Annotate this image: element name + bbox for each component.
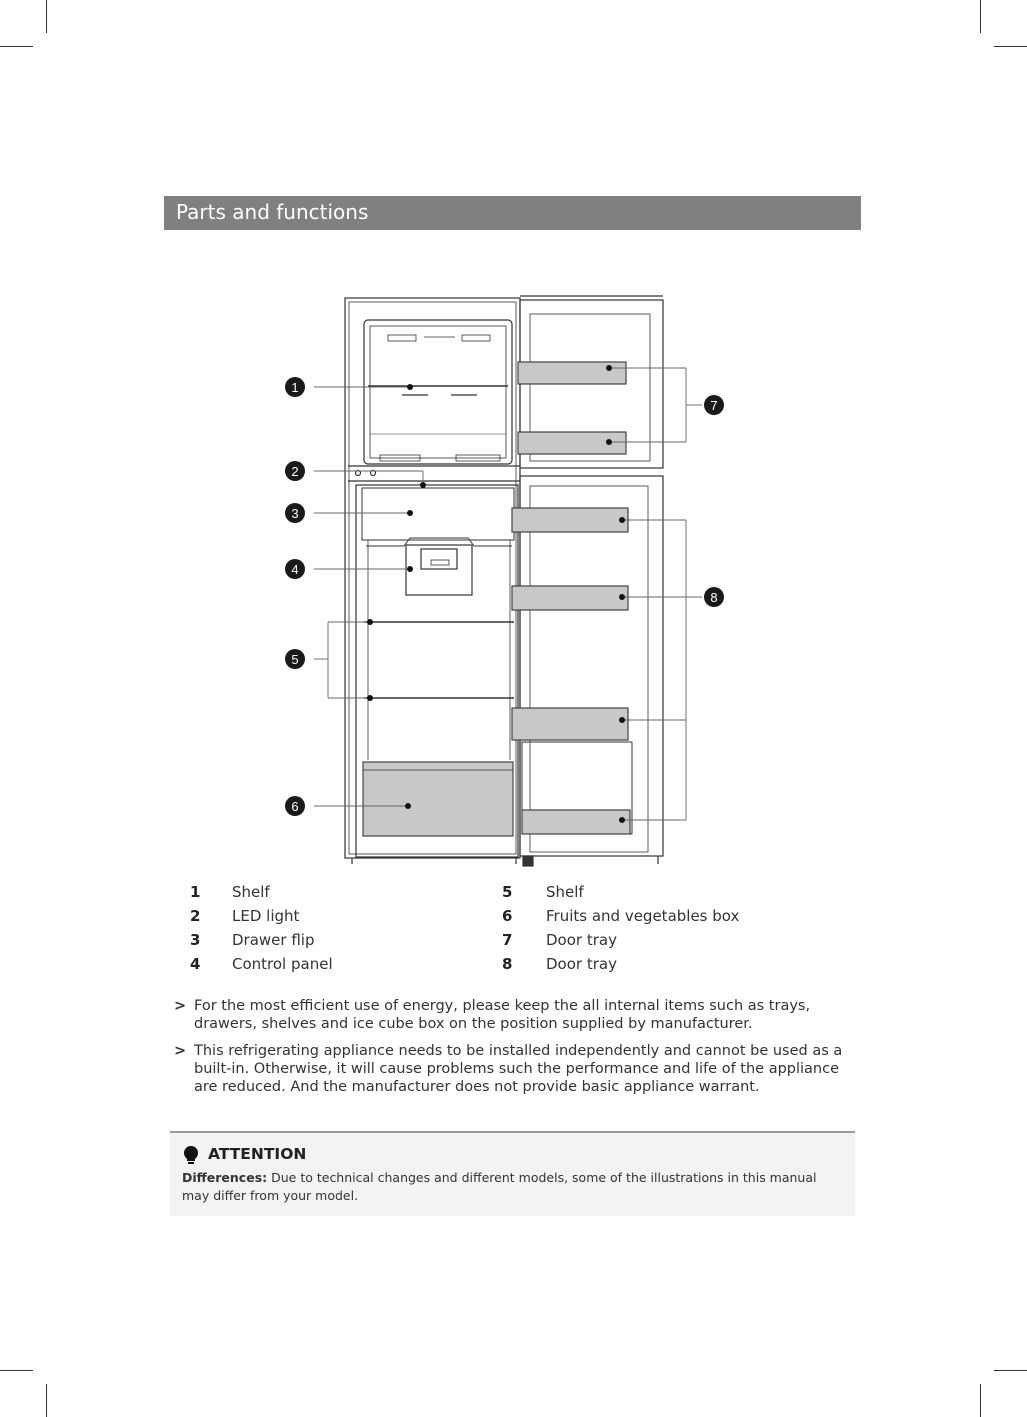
note-marker: > (174, 998, 187, 1014)
note-text: This refrigerating appliance needs to be installed independently and cannot be used as a built-in. Otherwise, it will cause problems such the performance and life of the appliance are reduced. And the manufacturer does not provide basic appliance warrant. (194, 1043, 843, 1095)
callout-4 (285, 559, 305, 579)
control-panel (406, 545, 472, 595)
legend-label: Shelf (546, 883, 584, 901)
callout-2 (285, 461, 305, 481)
callout-number: 8 (710, 590, 718, 605)
legend-number: 5 (502, 883, 513, 901)
door-tray (512, 508, 628, 532)
callout-7 (704, 395, 724, 415)
callout-6 (285, 796, 305, 816)
section-title: Parts and functions (176, 200, 369, 224)
attention-text: Due to technical changes and different models, some of the illustrations in this manual may differ from your model. (182, 1170, 817, 1203)
attention-label: Differences: (182, 1170, 268, 1185)
lightbulb-icon (183, 1146, 199, 1166)
note-text: For the most efficient use of energy, please keep the all internal items such as trays, drawers, shelves and ice cube box on the position supplied by manufacturer. (194, 998, 811, 1032)
legend-label: LED light (232, 907, 300, 925)
callout-8 (704, 587, 724, 607)
legend-label: Control panel (232, 955, 333, 973)
legend-number: 1 (190, 883, 201, 901)
freezer-compartment (364, 320, 512, 464)
attention-body (182, 1169, 832, 1205)
note-marker: > (174, 1043, 187, 1059)
legend-number: 4 (190, 955, 201, 973)
callout-number: 1 (291, 380, 299, 395)
crisper-drawer (363, 762, 513, 836)
legend-label: Fruits and vegetables box (546, 907, 740, 925)
callout-number: 6 (291, 799, 299, 814)
callout-5 (285, 649, 305, 669)
callout-1 (285, 377, 305, 397)
legend-number: 7 (502, 931, 513, 949)
legend-label: Shelf (232, 883, 270, 901)
note-item (174, 1042, 864, 1096)
callout-number: 7 (710, 398, 718, 413)
door-tray (512, 708, 628, 740)
attention-box (170, 1131, 855, 1216)
fridge-door (520, 476, 663, 856)
callout-number: 3 (291, 506, 299, 521)
legend-number: 6 (502, 907, 513, 925)
legend-label: Door tray (546, 931, 617, 949)
legend-number: 3 (190, 931, 201, 949)
door-tray (522, 810, 630, 834)
callout-number: 4 (291, 562, 299, 577)
callout-number: 5 (291, 652, 299, 667)
callout-number: 2 (291, 464, 299, 479)
door-tray (512, 586, 628, 610)
callout-3 (285, 503, 305, 523)
usage-notes (174, 997, 864, 1105)
legend-label: Door tray (546, 955, 617, 973)
legend-label: Drawer flip (232, 931, 315, 949)
legend-number: 2 (190, 907, 201, 925)
note-item (174, 997, 864, 1033)
attention-heading: ATTENTION (208, 1145, 307, 1163)
legend-number: 8 (502, 955, 513, 973)
